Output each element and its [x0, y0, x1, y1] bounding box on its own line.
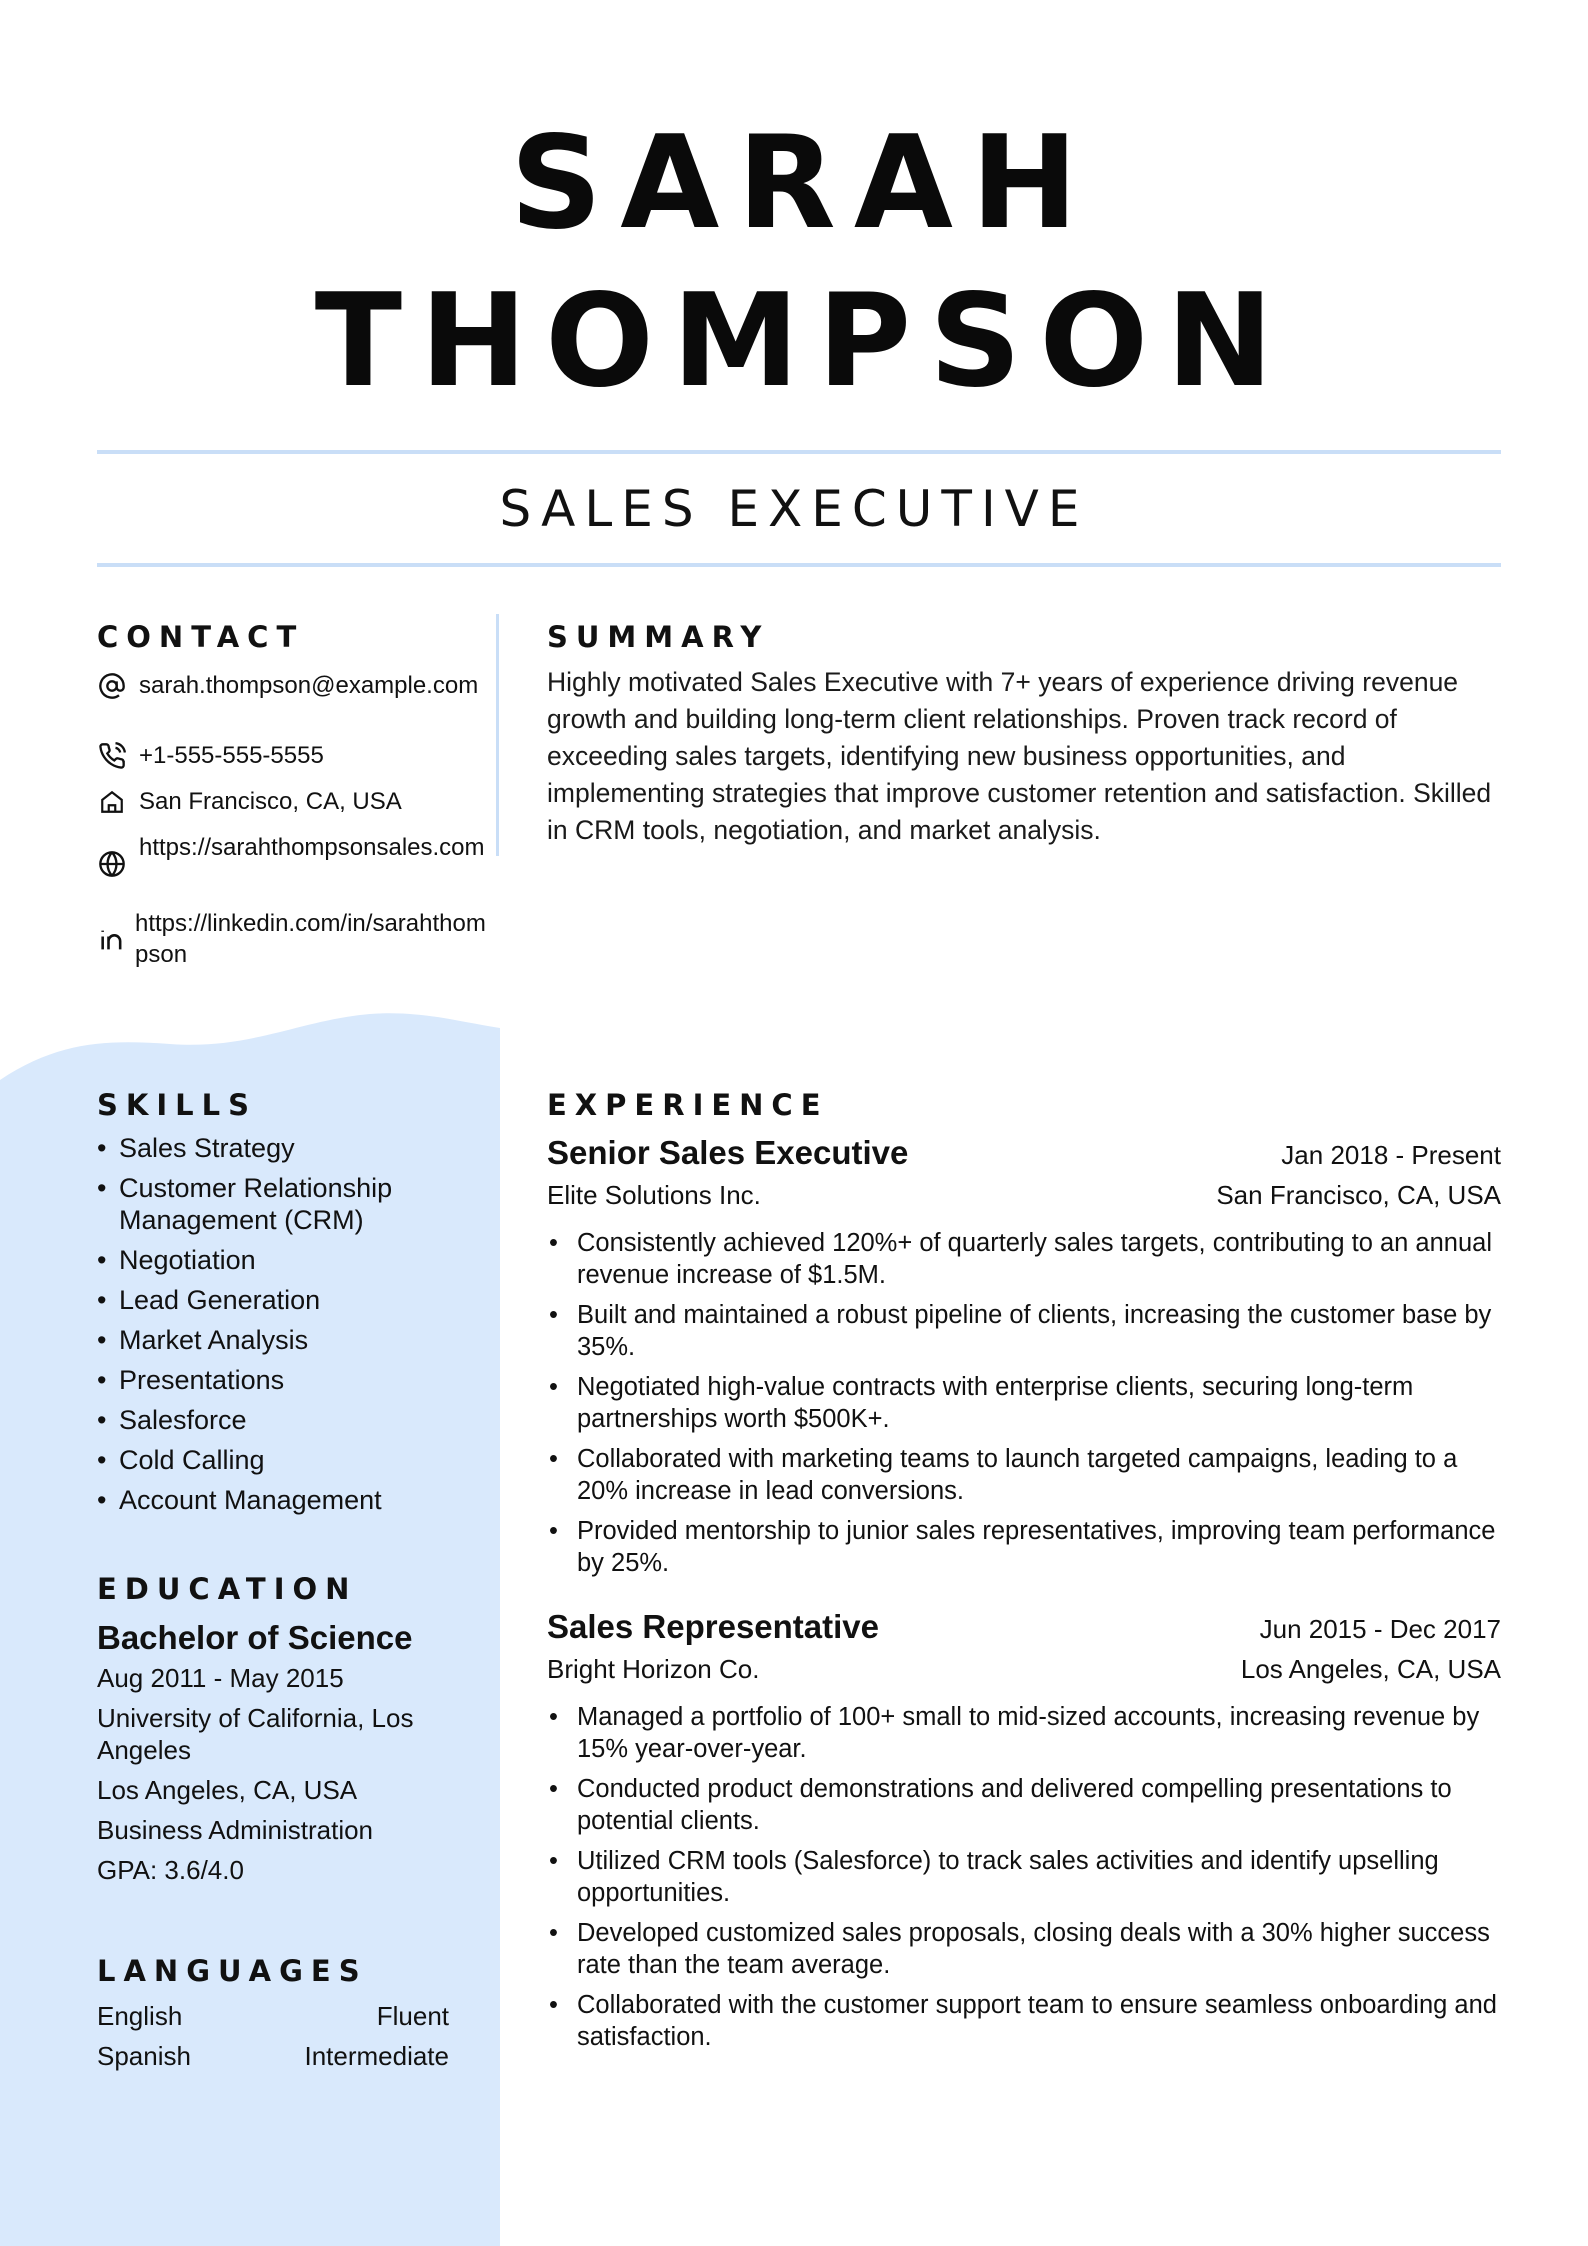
column-rule: [496, 614, 499, 856]
contact-heading: CONTACT: [97, 620, 305, 654]
summary-text: Highly motivated Sales Executive with 7+ years of experience driving revenue growth and building long-term client relationships. Proven track record of exceeding sales targets, identifying new business opportunities, and implementing strategies that improve customer retention and satisfaction. Skilled in CRM tools, negotiation, and market analysis.: [547, 667, 1492, 845]
contact-linkedin-text: https://linkedin.com/in/sarahthompson: [135, 910, 486, 968]
job-bullets: [547, 1227, 1501, 1579]
job-bullet: • Negotiated high-value contracts with enterprise clients, securing long-term partnerships worth $500K+.: [547, 1371, 1501, 1435]
skill-item: • Presentations: [97, 1360, 467, 1400]
job-dates: Jan 2018 - Present: [1281, 1140, 1501, 1170]
contact-location-text: San Francisco, CA, USA: [139, 788, 402, 815]
skill-item: • Salesforce: [97, 1400, 467, 1440]
job-bullet: • Managed a portfolio of 100+ small to mid-sized accounts, increasing revenue by 15% year-over-year.: [547, 1701, 1501, 1765]
contact-website-text: https://sarahthompsonsales.com: [139, 834, 485, 861]
phone-icon: [97, 740, 127, 771]
experience-heading: EXPERIENCE: [547, 1088, 829, 1122]
education-gpa: GPA: 3.6/4.0: [97, 1855, 244, 1885]
language-row: [97, 2036, 449, 2076]
first-name: SARAH: [510, 109, 1096, 258]
education-degree: Bachelor of Science: [97, 1619, 413, 1656]
skill-item: • Lead Generation: [97, 1280, 467, 1320]
job-bullet: • Built and maintained a robust pipeline of clients, increasing the customer base by 35%.: [547, 1299, 1501, 1363]
language-level: Fluent: [376, 2001, 449, 2031]
summary-heading: SUMMARY: [547, 620, 770, 654]
job-location: San Francisco, CA, USA: [1216, 1180, 1501, 1210]
job-location: Los Angeles, CA, USA: [1240, 1654, 1501, 1684]
job-bullet: • Consistently achieved 120%+ of quarterly sales targets, contributing to an annual revenue increase of $1.5M.: [547, 1227, 1501, 1291]
skill-item: • Cold Calling: [97, 1440, 467, 1480]
language-level: Intermediate: [304, 2041, 449, 2071]
education-school: University of California, Los Angeles: [97, 1703, 414, 1765]
at-sign-icon: [97, 670, 127, 701]
job-company: Bright Horizon Co.: [547, 1654, 760, 1684]
education-location: Los Angeles, CA, USA: [97, 1775, 358, 1805]
language-name: Spanish: [97, 2041, 191, 2071]
job-bullet: • Collaborated with marketing teams to launch targeted campaigns, leading to a 20% increase in lead conversions.: [547, 1443, 1501, 1507]
education-dates: Aug 2011 - May 2015: [97, 1663, 344, 1693]
contact-phone[interactable]: [97, 740, 497, 771]
education-field: Business Administration: [97, 1815, 374, 1845]
skill-item: • Market Analysis: [97, 1320, 467, 1360]
last-name: THOMPSON: [314, 267, 1292, 416]
home-icon: [97, 786, 127, 817]
contact-email[interactable]: [97, 670, 497, 701]
experience-entry: [547, 1134, 1501, 1587]
linkedin-icon: [97, 924, 127, 955]
experience-entry: [547, 1608, 1501, 2061]
job-bullet: • Developed customized sales proposals, closing deals with a 30% higher success rate than the team average.: [547, 1917, 1501, 1981]
contact-location: [97, 786, 497, 817]
job-bullet: • Provided mentorship to junior sales representatives, improving team performance by 25%.: [547, 1515, 1501, 1579]
contact-phone-text: +1-555-555-5555: [139, 742, 324, 769]
skill-item: • Sales Strategy: [97, 1128, 467, 1168]
skill-item: • Customer Relationship Management (CRM): [97, 1168, 467, 1240]
job-bullet: • Collaborated with the customer support team to ensure seamless onboarding and satisfaction.: [547, 1989, 1501, 2053]
header-divider-top: [97, 450, 1501, 454]
job-role: Sales Representative: [547, 1608, 880, 1645]
contact-linkedin[interactable]: [97, 908, 497, 970]
education-heading: EDUCATION: [97, 1572, 358, 1606]
job-company: Elite Solutions Inc.: [547, 1180, 761, 1210]
skills-list: [97, 1128, 467, 1520]
globe-icon: [97, 848, 127, 879]
skill-item: • Negotiation: [97, 1240, 467, 1280]
languages-heading: LANGUAGES: [97, 1954, 368, 1988]
job-role: Senior Sales Executive: [547, 1134, 909, 1171]
job-title: SALES EXECUTIVE: [499, 480, 1089, 538]
header-divider-bottom: [97, 563, 1501, 567]
job-bullets: [547, 1701, 1501, 2053]
job-bullet: • Utilized CRM tools (Salesforce) to track sales activities and identify upselling opportunities.: [547, 1845, 1501, 1909]
job-dates: Jun 2015 - Dec 2017: [1259, 1614, 1501, 1644]
language-name: English: [97, 2001, 183, 2031]
skill-item: • Account Management: [97, 1480, 467, 1520]
job-bullet: • Conducted product demonstrations and delivered compelling presentations to potential clients.: [547, 1773, 1501, 1837]
contact-email-text: sarah.thompson@example.com: [139, 672, 479, 699]
skills-heading: SKILLS: [97, 1088, 257, 1122]
education-entry: [97, 1614, 477, 1894]
contact-website[interactable]: [97, 832, 497, 879]
language-row: [97, 1996, 449, 2036]
